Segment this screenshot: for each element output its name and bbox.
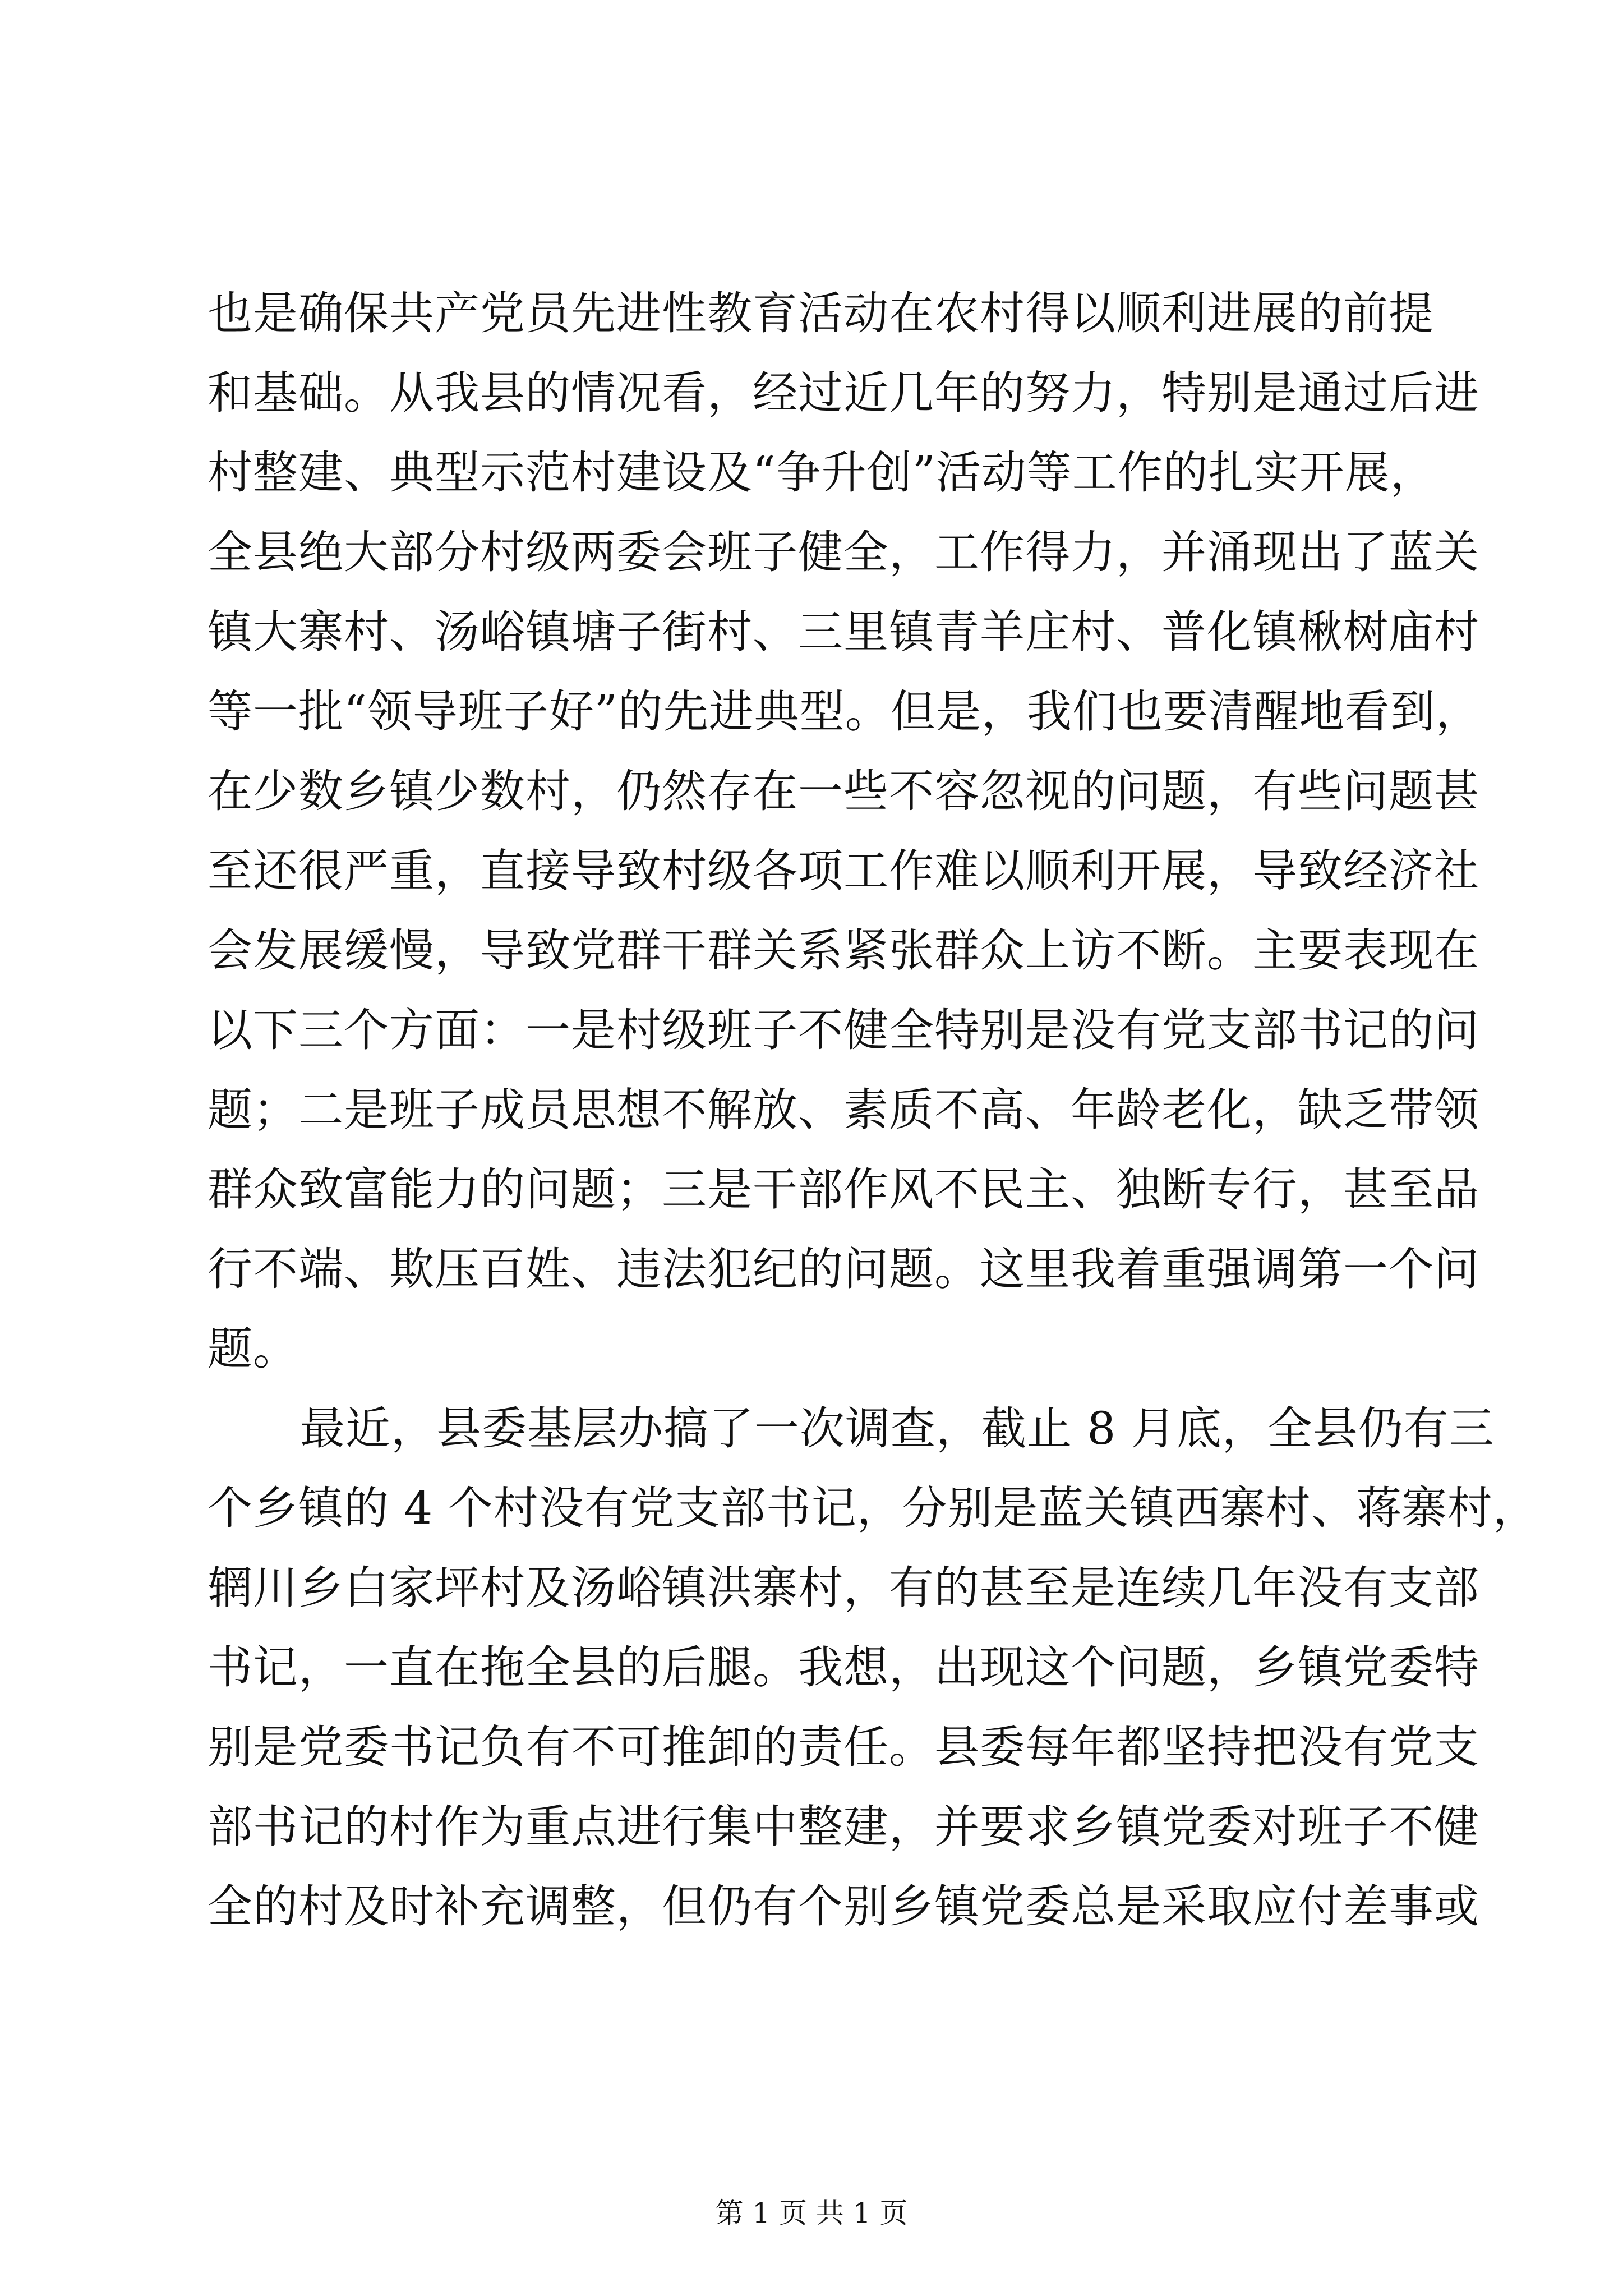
text-line: 题；二是班子成员思想不解放、素质不高、年龄老化，缺乏带领 <box>208 1084 1479 1136</box>
text-line: 群众致富能力的问题；三是干部作风不民主、独断专行，甚至品 <box>208 1163 1479 1216</box>
text-line: 个乡镇的 4 个村没有党支部书记，分别是蓝关镇西寨村、蒋寨村， <box>208 1482 1538 1534</box>
text-line: 最近，县委基层办搞了一次调查，截止 8 月底，全县仍有三 <box>300 1402 1495 1455</box>
text-line: 题。 <box>208 1323 298 1375</box>
text-line: 行不端、欺压百姓、违法犯纪的问题。这里我着重强调第一个问 <box>208 1243 1479 1295</box>
text-line: 全的村及时补充调整，但仍有个别乡镇党委总是采取应付差事或 <box>208 1880 1479 1932</box>
text-line: 村整建、典型示范村建设及“争升创”活动等工作的扎实开展， <box>208 447 1436 499</box>
text-line: 等一批“领导班子好”的先进典型。但是，我们也要清醒地看到， <box>208 685 1481 738</box>
paragraph-1 <box>208 274 1481 1389</box>
text-line: 以下三个方面：一是村级班子不健全特别是没有党支部书记的问 <box>208 1004 1479 1056</box>
text-line: 会发展缓慢，导致党群干群关系紧张群众上访不断。主要表现在 <box>208 924 1479 977</box>
text-line: 镇大寨村、汤峪镇塘子街村、三里镇青羊庄村、普化镇楸树庙村 <box>208 606 1479 658</box>
text-line: 别是党委书记负有不可推卸的责任。县委每年都坚持把没有党支 <box>208 1721 1479 1773</box>
body-text <box>208 274 1538 1947</box>
text-line: 也是确保共产党员先进性教育活动在农村得以顺利进展的前提 <box>208 287 1434 339</box>
page-number-label: 第 1 页 共 1 页 <box>715 2197 908 2229</box>
text-line: 部书记的村作为重点进行集中整建，并要求乡镇党委对班子不健 <box>208 1801 1479 1853</box>
paragraph-2 <box>208 1389 1538 1947</box>
text-line: 至还很严重，直接导致村级各项工作难以顺利开展，导致经济社 <box>208 845 1479 897</box>
page-footer <box>0 2196 1623 2230</box>
text-line: 全县绝大部分村级两委会班子健全，工作得力，并涌现出了蓝关 <box>208 526 1479 578</box>
text-line: 在少数乡镇少数村，仍然存在一些不容忽视的问题，有些问题甚 <box>208 765 1479 817</box>
text-line: 书记，一直在拖全县的后腿。我想，出现这个问题，乡镇党委特 <box>208 1641 1479 1694</box>
text-line: 和基础。从我县的情况看，经过近几年的努力，特别是通过后进 <box>208 367 1479 419</box>
text-line: 辋川乡白家坪村及汤峪镇洪寨村，有的甚至是连续几年没有支部 <box>208 1562 1479 1614</box>
